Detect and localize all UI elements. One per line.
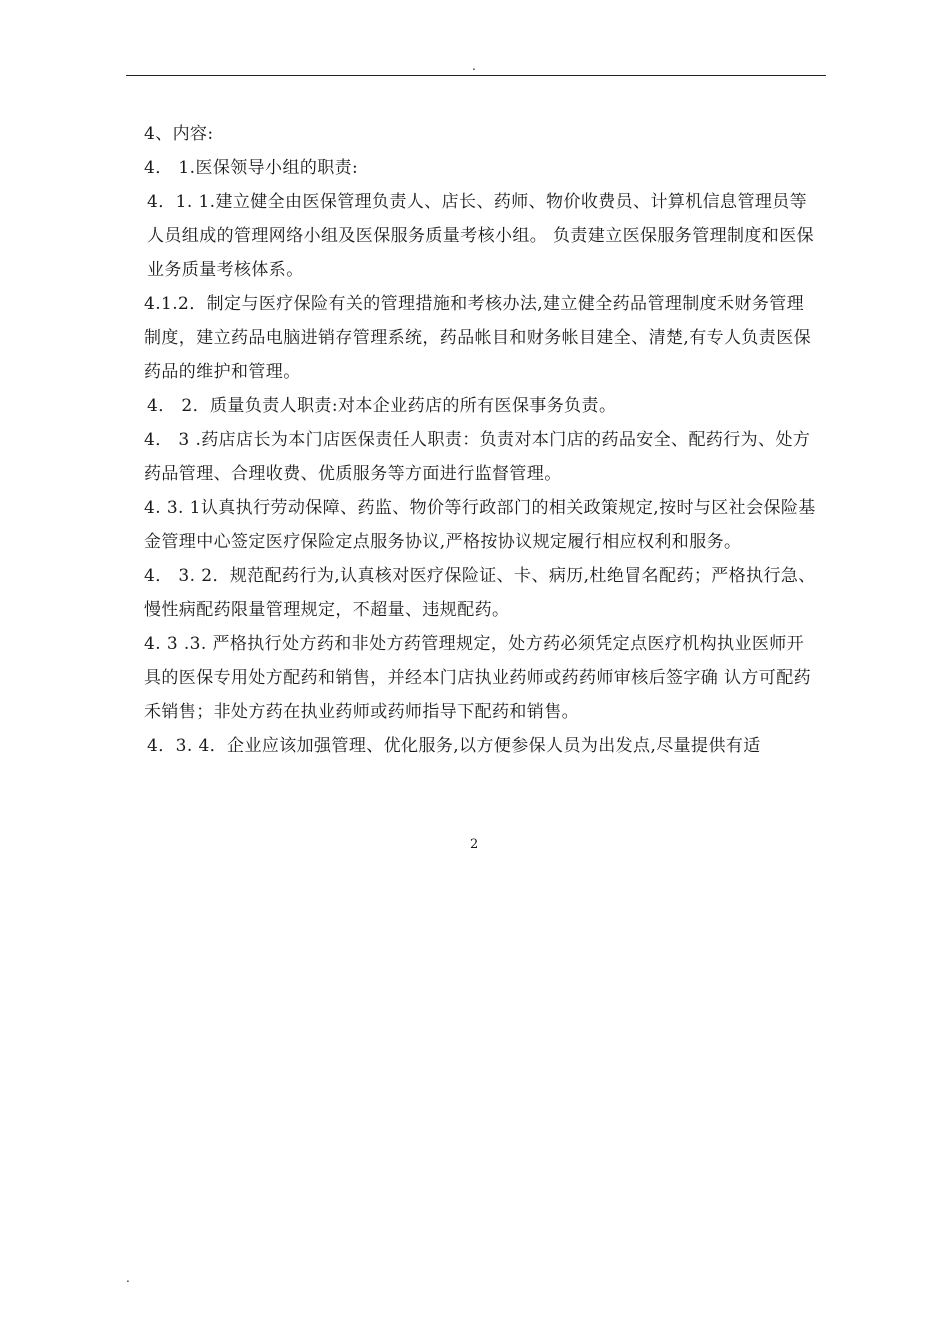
paragraph: 4． 2．质量负责人职责:对本企业药店的所有医保事务负责。 xyxy=(147,396,617,416)
paragraph: 4． 3 .药店店长为本门店医保责任人职责：负责对本门店的药品安全、配药行为、处方药品管理、合理收费、优质服务等方面进行监督管理。 xyxy=(144,430,811,484)
document-body xyxy=(144,117,816,763)
page-number: 2 xyxy=(470,837,479,852)
section-heading: 4、内容: xyxy=(144,124,214,144)
footer-mark: . xyxy=(126,1271,130,1285)
paragraph: 4. 3. 1认真执行劳动保障、药监、物价等行政部门的相关政策规定,按时与区社会保险基金管理中心签定医疗保险定点服务协议,严格按协议规定履行相应权利和服务。 xyxy=(144,498,816,552)
paragraph: 4．1. 1.建立健全由医保管理负责人、店长、药师、物价收费员、计算机信息管理员等人员组成的管理网络小组及医保服务质量考核小组。 负责建立医保服务管理制度和医保业务质量考核体系。 xyxy=(147,192,815,280)
paragraph: 4． 3. 2．规范配药行为,认真核对医疗保险证、卡、病历,杜绝冒名配药；严格执行急、慢性病配药限量管理规定，不超量、违规配药。 xyxy=(144,566,816,620)
header-mark: . xyxy=(472,59,476,73)
paragraph: 4.1.2．制定与医疗保险有关的管理措施和考核办法,建立健全药品管理制度禾财务管理制度，建立药品电脑进销存管理系统，药品帐目和财务帐目建全、清楚,有专人负责医保药品的维护和管理。 xyxy=(144,294,812,382)
paragraph: 4．3. 4．企业应该加强管理、优化服务,以方便参保人员为出发点,尽量提供有适 xyxy=(147,736,761,756)
paragraph: 4. 3 .3. 严格执行处方药和非处方药管理规定，处方药必须凭定点医疗机构执业医师开具的医保专用处方配药和销售，并经本门店执业药师或药药师审核后签字确 认方可配药禾销售；非处方药在执业药师或药师指导下配药和销售。 xyxy=(144,634,812,722)
subsection-heading: 4． 1.医保领导小组的职责: xyxy=(144,158,359,178)
header-rule xyxy=(126,75,826,76)
